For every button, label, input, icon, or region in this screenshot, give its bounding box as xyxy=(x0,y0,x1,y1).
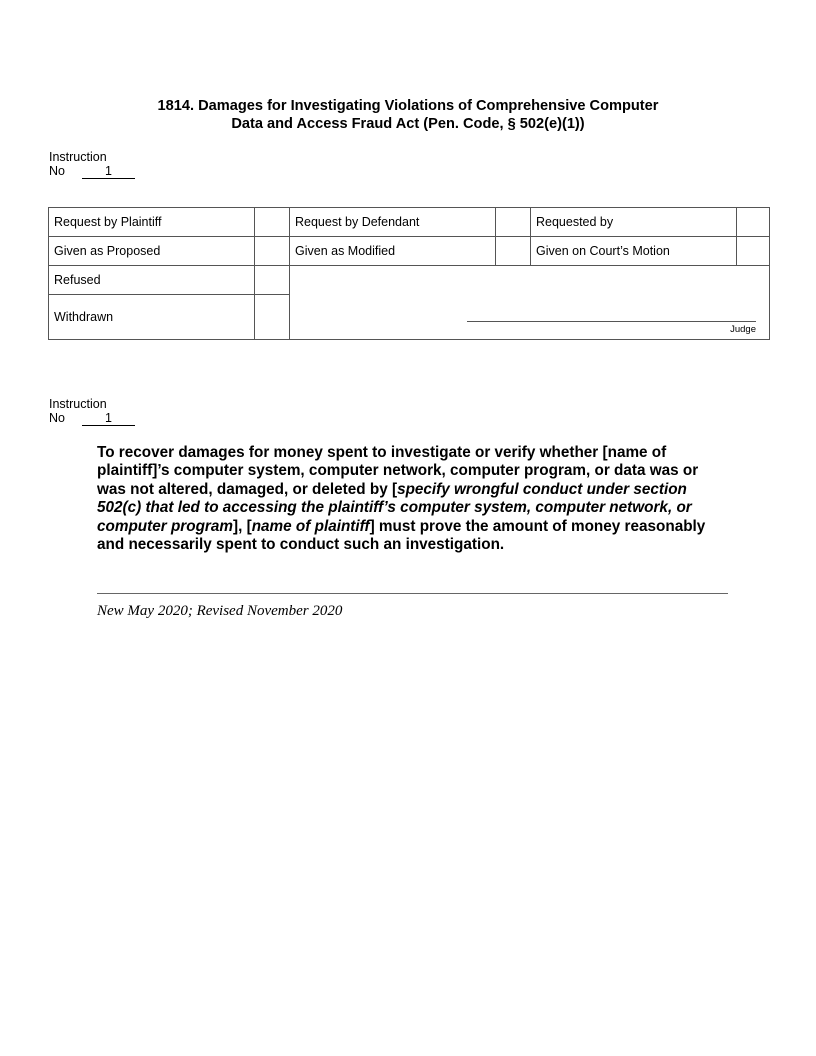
instruction-text-part-2: ], [ xyxy=(233,517,252,535)
given-as-proposed-checkbox[interactable] xyxy=(255,237,290,266)
instruction-no-row xyxy=(49,411,135,426)
withdrawn-checkbox[interactable] xyxy=(255,295,290,340)
given-as-modified-label: Given as Modified xyxy=(290,237,496,266)
instruction-label: Instruction xyxy=(49,397,107,411)
section-divider xyxy=(97,593,728,594)
judge-signature-line[interactable] xyxy=(467,321,756,322)
given-on-courts-motion-checkbox[interactable] xyxy=(737,237,770,266)
instruction-number-block-top xyxy=(49,150,135,179)
instruction-text-part-3: ] must prove the amount of money reasonably and necessarily spent to conduct such an investigation. xyxy=(97,517,706,554)
instruction-no-row xyxy=(49,164,135,179)
refused-label: Refused xyxy=(49,266,255,295)
no-label: No xyxy=(49,411,65,425)
instruction-text-part-1: To recover damages for money spent to investigate or verify whether [name of plaintiff]’s computer system, computer network, computer program, or data was or was not altered, damaged, or deleted by [ xyxy=(97,444,699,498)
instruction-number: 1 xyxy=(82,412,135,426)
revision-history: New May 2020; Revised November 2020 xyxy=(97,603,343,619)
no-label: No xyxy=(49,164,65,178)
instruction-label: Instruction xyxy=(49,150,107,164)
request-by-plaintiff-checkbox[interactable] xyxy=(255,208,290,237)
title-line-1: 1814. Damages for Investigating Violations of Comprehensive Computer xyxy=(157,98,659,114)
instruction-title xyxy=(0,97,816,133)
request-by-plaintiff-label: Request by Plaintiff xyxy=(49,208,255,237)
instruction-body-text xyxy=(97,444,727,554)
request-by-defendant-checkbox[interactable] xyxy=(496,208,531,237)
requested-by-checkbox[interactable] xyxy=(737,208,770,237)
withdrawn-label: Withdrawn xyxy=(49,295,255,340)
instruction-text-italic-2: name of plaintiff xyxy=(251,517,370,535)
judge-signature-area xyxy=(290,266,770,340)
instruction-text-italic-1: specify wrongful conduct under section 502(c) that led to accessing the plaintiff’s computer system, computer network, or computer program xyxy=(97,480,692,535)
instruction-number-block-bottom xyxy=(49,397,135,426)
title-line-2: Data and Access Fraud Act (Pen. Code, § 502(e)(1)) xyxy=(231,116,585,132)
given-as-proposed-label: Given as Proposed xyxy=(49,237,255,266)
given-on-courts-motion-label: Given on Court’s Motion xyxy=(531,237,737,266)
given-as-modified-checkbox[interactable] xyxy=(496,237,531,266)
instruction-disposition-table xyxy=(48,207,770,340)
judge-label: Judge xyxy=(730,324,756,335)
requested-by-label: Requested by xyxy=(531,208,737,237)
refused-checkbox[interactable] xyxy=(255,266,290,295)
request-by-defendant-label: Request by Defendant xyxy=(290,208,496,237)
instruction-number: 1 xyxy=(82,165,135,179)
